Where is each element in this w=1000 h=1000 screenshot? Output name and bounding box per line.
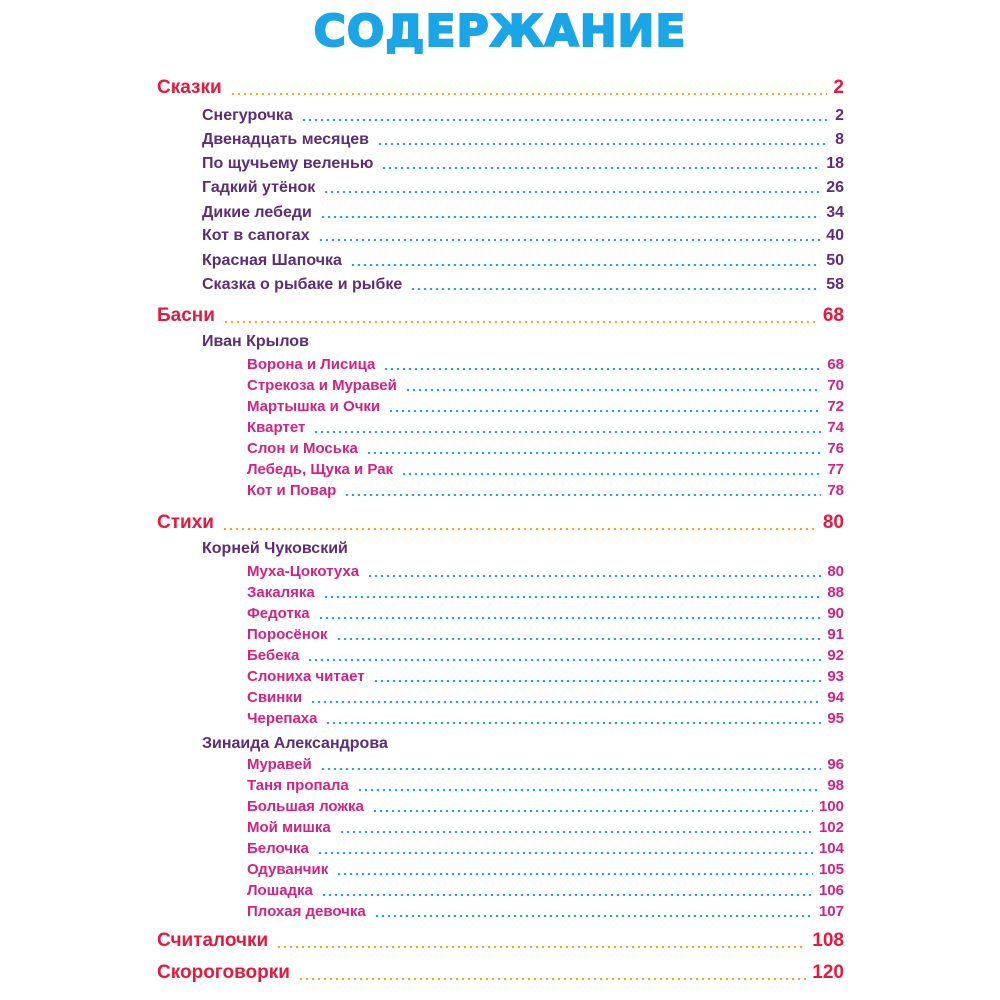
entry-title: Ворона и Лисица [247,356,376,373]
page-number: 96 [827,756,844,773]
dot-leader [336,638,822,640]
dot-leader [336,873,813,875]
page-number: 100 [818,798,844,815]
toc-section-entry[interactable] [157,962,844,984]
entry-title: Квартет [247,419,306,436]
entry-title: Слониха читает [247,668,365,685]
page-number: 77 [827,461,844,478]
toc-poem-entry[interactable] [247,647,844,665]
toc-author-entry[interactable] [202,332,844,351]
page-number: 78 [827,482,844,499]
page-number: 34 [826,204,844,221]
toc-poem-entry[interactable] [247,356,844,374]
entry-title: Зинаида Александрова [202,735,388,752]
dot-leader [374,915,813,917]
page-number: 2 [833,77,844,98]
entry-title: Большая ложка [247,798,364,815]
dot-leader [377,143,829,145]
toc-poem-entry[interactable] [247,605,844,623]
page-number: 93 [827,668,844,685]
toc-section-entry[interactable] [157,512,844,534]
toc-poem-entry[interactable] [247,689,844,707]
toc-poem-entry[interactable] [247,584,844,602]
toc-author-entry[interactable] [202,734,844,753]
toc-section-entry[interactable] [157,77,844,99]
entry-title: Лошадка [247,882,313,899]
entry-title: Одуванчик [247,861,329,878]
dot-leader [307,659,821,661]
page-number: 105 [818,861,844,878]
dot-leader [410,288,820,290]
entry-title: Свинки [247,689,303,706]
entry-title: Стрекоза и Муравей [247,377,397,394]
toc-poem-entry[interactable] [247,563,844,581]
page-title: СОДЕРЖАНИЕ [313,6,687,57]
entry-title: Бебека [247,647,300,664]
entry-title: Стихи [157,512,214,533]
dot-leader [383,368,821,370]
page-number: 88 [827,584,844,601]
toc-story-entry[interactable] [202,226,844,245]
page-number: 120 [812,962,844,983]
entry-title: Черепаха [247,710,318,727]
toc-story-entry[interactable] [202,106,844,125]
toc-story-entry[interactable] [202,251,844,270]
dot-leader [298,978,806,980]
dot-leader [276,946,806,948]
dot-leader [317,852,813,854]
dot-leader [350,264,820,266]
page-number: 72 [827,398,844,415]
entry-title: Басни [157,305,215,326]
toc-poem-entry[interactable] [247,440,844,458]
page-number: 94 [827,689,844,706]
entry-title: Дикие лебеди [202,204,312,221]
entry-title: Кот в сапогах [202,227,310,244]
entry-title: Мартышка и Очки [247,398,381,415]
dot-leader [339,831,813,833]
entry-title: Лебедь, Щука и Рак [247,461,394,478]
page-number: 74 [827,419,844,436]
page-number: 104 [818,840,844,857]
toc-section-entry[interactable] [157,305,844,327]
entry-title: Кот и Повар [247,482,337,499]
toc-story-entry[interactable] [202,178,844,197]
page-number: 108 [812,930,844,951]
dot-leader [301,119,829,121]
entry-title: По щучьему веленью [202,155,374,172]
dot-leader [320,216,820,218]
entry-title: Закаляка [247,584,315,601]
entry-title: Скороговорки [157,962,290,983]
page-number: 92 [827,647,844,664]
dot-leader [323,191,820,193]
page-number: 50 [826,252,844,269]
toc-poem-entry[interactable] [247,377,844,395]
page-number: 8 [835,131,844,148]
dot-leader [320,768,822,770]
toc-poem-entry[interactable] [247,482,844,500]
page-number: 91 [827,626,844,643]
page-number: 26 [826,179,844,196]
page-number: 68 [822,305,844,326]
page-number: 80 [827,563,844,580]
dot-leader [230,93,828,95]
entry-title: Слон и Моська [247,440,358,457]
page-number: 58 [826,276,844,293]
page-number: 68 [827,356,844,373]
page-number: 40 [826,227,844,244]
toc-story-entry[interactable] [202,203,844,222]
entry-title: Двенадцать месяцев [202,131,370,148]
toc-story-entry[interactable] [202,130,844,149]
dot-leader [373,680,822,682]
toc-section-entry[interactable] [157,930,844,952]
toc-poem-entry[interactable] [247,861,844,879]
entry-title: Корней Чуковский [202,540,348,557]
dot-leader [366,452,821,454]
toc-poem-entry[interactable] [247,419,844,437]
entry-title: Мой мишка [247,819,331,836]
entry-title: Поросёнок [247,626,328,643]
dot-leader [372,810,813,812]
page-number: 98 [827,777,844,794]
toc-poem-entry[interactable] [247,756,844,774]
toc-poem-entry[interactable] [247,903,844,921]
entry-title: Сказка о рыбаке и рыбке [202,276,403,293]
entry-title: Муравей [247,756,312,773]
page-number: 107 [818,903,844,920]
page-number: 70 [827,377,844,394]
entry-title: Красная Шапочка [202,252,342,269]
entry-title: Считалочки [157,930,269,951]
dot-leader [222,528,817,530]
page-number: 76 [827,440,844,457]
entry-title: Иван Крылов [202,333,309,350]
dot-leader [344,494,821,496]
dot-leader [223,321,817,323]
dot-leader [357,789,822,791]
entry-title: Плохая девочка [247,903,366,920]
entry-title: Таня пропала [247,777,349,794]
entry-title: Муха-Цокотуха [247,563,360,580]
dot-leader [310,701,821,703]
dot-leader [381,167,820,169]
toc-poem-entry[interactable] [247,840,844,858]
page-number: 95 [827,710,844,727]
page-number: 2 [835,107,844,124]
entry-title: Сказки [157,77,222,98]
entry-title: Гадкий утёнок [202,179,316,196]
entry-title: Снегурочка [202,107,293,124]
dot-leader [323,596,822,598]
dot-leader [388,410,821,412]
toc-poem-entry[interactable] [247,626,844,644]
dot-leader [318,617,822,619]
dot-leader [321,894,813,896]
dot-leader [325,722,821,724]
toc-poem-entry[interactable] [247,882,844,900]
toc-poem-entry[interactable] [247,461,844,479]
dot-leader [313,431,821,433]
toc-poem-entry[interactable] [247,777,844,795]
dot-leader [401,473,821,475]
entry-title: Федотка [247,605,310,622]
dot-leader [405,389,821,391]
dot-leader [318,239,821,241]
toc-story-entry[interactable] [202,154,844,173]
toc-poem-entry[interactable] [247,668,844,686]
toc-poem-entry[interactable] [247,798,844,816]
page-number: 106 [818,882,844,899]
toc-poem-entry[interactable] [247,398,844,416]
toc-story-entry[interactable] [202,275,844,294]
page-number: 80 [822,512,844,533]
page-number: 102 [818,819,844,836]
page-number: 90 [827,605,844,622]
dot-leader [367,575,821,577]
entry-title: Белочка [247,840,309,857]
page-number: 18 [826,155,844,172]
toc-author-entry[interactable] [202,539,844,558]
toc-poem-entry[interactable] [247,819,844,837]
toc-poem-entry[interactable] [247,710,844,728]
